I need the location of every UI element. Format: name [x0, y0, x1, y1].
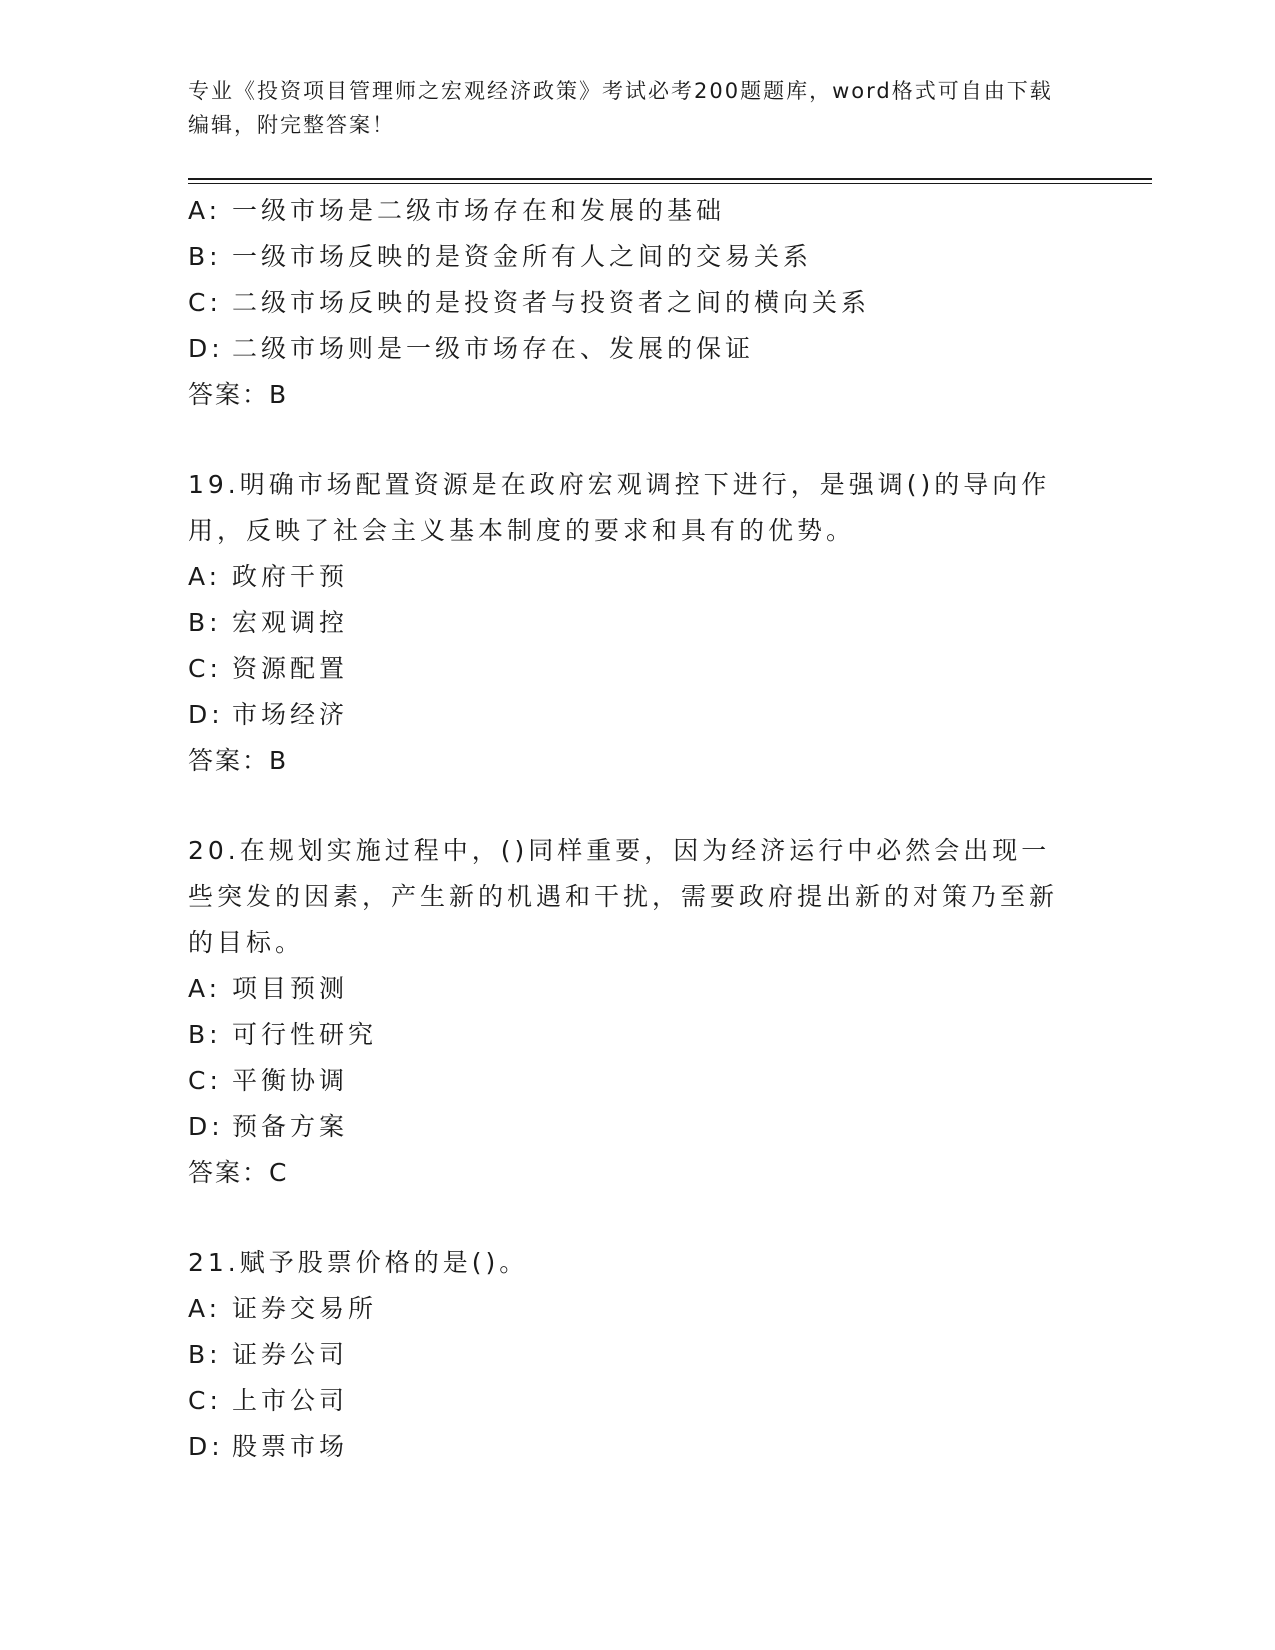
question-stem: 19.明确市场配置资源是在政府宏观调控下进行，是强调()的导向作用，反映了社会主义基本制度的要求和具有的优势。	[188, 470, 1051, 545]
option-text: 项目预测	[232, 974, 349, 1003]
option-c	[188, 280, 1088, 326]
option-a	[188, 554, 1088, 600]
option-d	[188, 326, 1088, 372]
option-letter: B:	[188, 608, 222, 637]
option-letter: A:	[188, 562, 222, 591]
option-d	[188, 1104, 1088, 1150]
option-text: 可行性研究	[232, 1020, 378, 1049]
option-d	[188, 1424, 1088, 1470]
option-letter: D:	[188, 334, 224, 363]
option-text: 资源配置	[232, 654, 349, 683]
option-text: 证券交易所	[232, 1294, 378, 1323]
option-text: 二级市场则是一级市场存在、发展的保证	[232, 334, 755, 363]
option-letter: D:	[188, 1432, 224, 1461]
option-letter: C:	[188, 1066, 222, 1095]
option-letter: A:	[188, 974, 222, 1003]
option-text: 一级市场反映的是资金所有人之间的交易关系	[232, 242, 813, 271]
option-a	[188, 966, 1088, 1012]
option-text: 预备方案	[232, 1112, 349, 1141]
option-text: 平衡协调	[232, 1066, 349, 1095]
option-b	[188, 600, 1088, 646]
option-text: 二级市场反映的是投资者与投资者之间的横向关系	[232, 288, 871, 317]
option-text: 证券公司	[232, 1340, 349, 1369]
spacer	[188, 1196, 1088, 1240]
question-stem: 21.赋予股票价格的是()。	[188, 1248, 529, 1277]
option-letter: B:	[188, 1020, 222, 1049]
option-b	[188, 1332, 1088, 1378]
option-letter: B:	[188, 242, 222, 271]
option-c	[188, 1058, 1088, 1104]
option-text: 上市公司	[232, 1386, 349, 1415]
option-text: 政府干预	[232, 562, 349, 591]
option-letter: D:	[188, 1112, 224, 1141]
question-21	[188, 1240, 1088, 1470]
option-a	[188, 188, 1088, 234]
spacer	[188, 784, 1088, 828]
option-letter: C:	[188, 654, 222, 683]
question-18	[188, 188, 1088, 418]
option-text: 宏观调控	[232, 608, 349, 637]
question-stem: 20.在规划实施过程中，()同样重要，因为经济运行中必然会出现一些突发的因素，产生新的机遇和干扰，需要政府提出新的对策乃至新的目标。	[188, 836, 1059, 957]
answer: 答案：B	[188, 746, 289, 775]
option-letter: B:	[188, 1340, 222, 1369]
answer: 答案：B	[188, 380, 289, 409]
option-letter: A:	[188, 1294, 222, 1323]
header-divider-thin	[188, 183, 1152, 184]
question-19	[188, 462, 1088, 784]
option-a	[188, 1286, 1088, 1332]
question-list	[188, 188, 1088, 1470]
option-b	[188, 234, 1088, 280]
option-d	[188, 692, 1088, 738]
option-letter: A:	[188, 196, 222, 225]
option-text: 股票市场	[232, 1432, 349, 1461]
option-b	[188, 1012, 1088, 1058]
answer: 答案：C	[188, 1158, 289, 1187]
option-c	[188, 1378, 1088, 1424]
spacer	[188, 418, 1088, 462]
option-text: 市场经济	[232, 700, 349, 729]
document-header: 专业《投资项目管理师之宏观经济政策》考试必考200题题库，word格式可自由下载编辑，附完整答案！	[188, 79, 1053, 137]
option-c	[188, 646, 1088, 692]
option-text: 一级市场是二级市场存在和发展的基础	[232, 196, 726, 225]
option-letter: D:	[188, 700, 224, 729]
header-divider-thick	[188, 178, 1152, 180]
option-letter: C:	[188, 288, 222, 317]
question-20	[188, 828, 1088, 1196]
option-letter: C:	[188, 1386, 222, 1415]
